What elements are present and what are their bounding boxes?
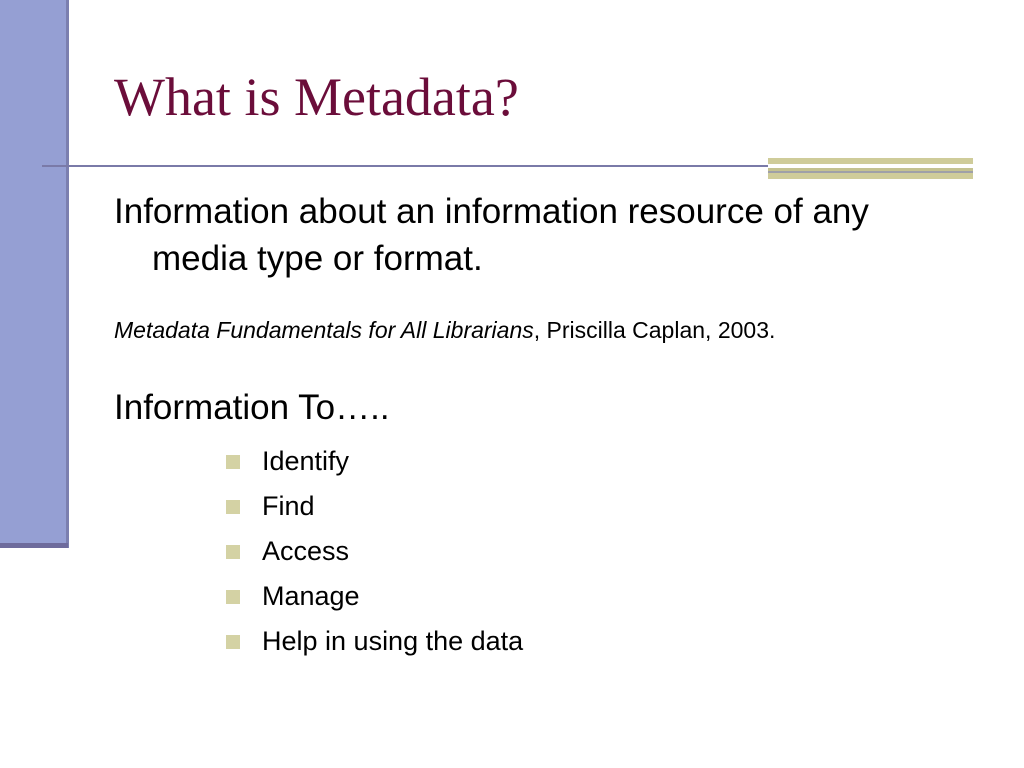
square-bullet-icon xyxy=(226,635,240,649)
definition-text: Information about an information resource of any media type or format. xyxy=(114,192,869,278)
side-bar xyxy=(0,0,66,545)
square-bullet-icon xyxy=(226,500,240,514)
citation xyxy=(114,314,775,346)
bullet-text: Manage xyxy=(262,581,360,611)
slide-title: What is Metadata? xyxy=(114,67,519,127)
side-bar-shadow xyxy=(0,543,68,548)
citation-author-year: , Priscilla Caplan, 2003. xyxy=(533,317,776,343)
info-heading: Information To….. xyxy=(114,388,390,427)
square-bullet-icon xyxy=(226,545,240,559)
square-bullet-icon xyxy=(226,590,240,604)
bullet-text: Help in using the data xyxy=(262,626,524,656)
bullet-text: Find xyxy=(262,491,315,521)
square-bullet-icon xyxy=(226,455,240,469)
divider-accent xyxy=(768,158,973,179)
side-bar-edge xyxy=(66,0,69,548)
bullet-text: Identify xyxy=(262,446,350,476)
bullet-text: Access xyxy=(262,536,350,566)
citation-book-title: Metadata Fundamentals for All Librarians xyxy=(114,317,534,343)
title-divider xyxy=(42,165,770,167)
